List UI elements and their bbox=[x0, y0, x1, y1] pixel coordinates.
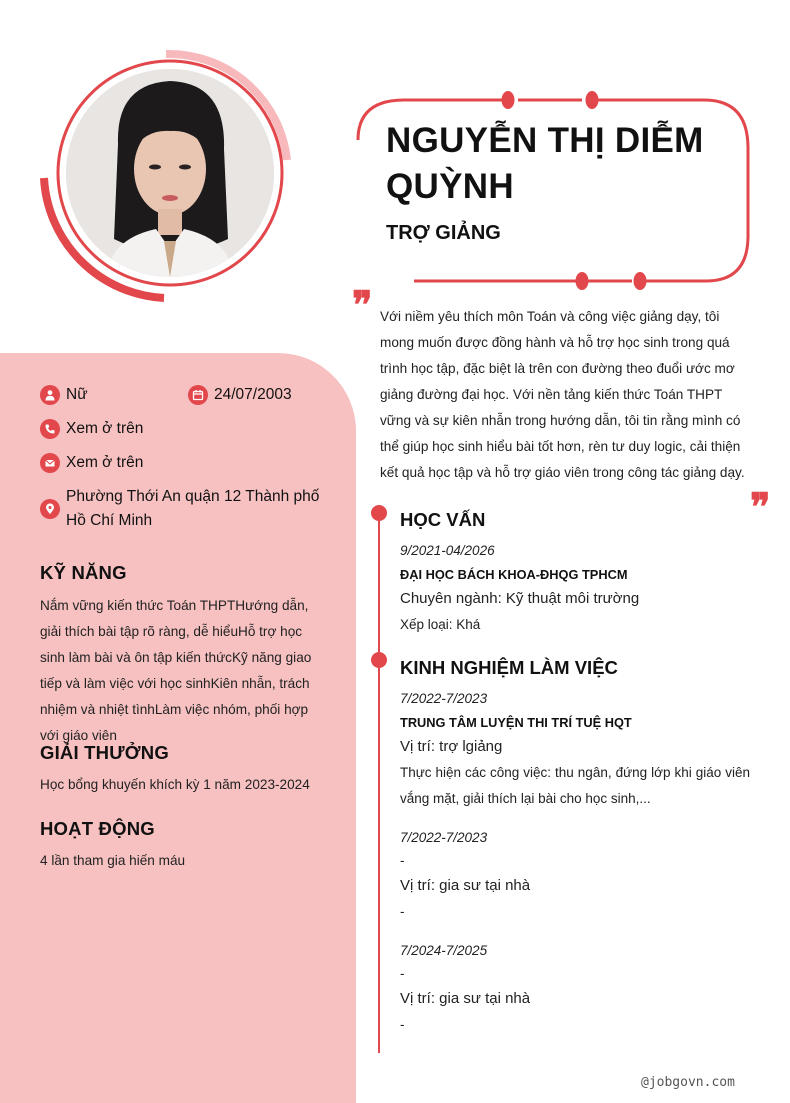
person-icon bbox=[40, 385, 60, 405]
experience-position: Vị trí: trợ lgiảng bbox=[400, 738, 503, 755]
education-title: HỌC VẤN bbox=[400, 509, 486, 530]
mail-icon bbox=[40, 453, 60, 473]
skills-text: Nắm vững kiến thức Toán THPTHướng dẫn, giải thích bài tập rõ ràng, dễ hiểuHỗ trợ học sinh làm bài và ôn tập kiến thứcKỹ năng giao tiếp và làm việc với học sinhKiên nhẫn, trách nhiệm và nhiệt tìnhLàm việc nhóm, phối hợp với giáo viên bbox=[40, 598, 312, 743]
experience-description: - bbox=[400, 904, 405, 919]
education-school: ĐẠI HỌC BÁCH KHOA-ĐHQG TPHCM bbox=[400, 567, 628, 582]
experience-date: 7/2022-7/2023 bbox=[400, 830, 488, 845]
education-date: 9/2021-04/2026 bbox=[400, 543, 495, 558]
address-value: Phường Thới An quận 12 Thành phố Hồ Chí Minh bbox=[66, 488, 320, 529]
experience-org: TRUNG TÂM LUYỆN THI TRÍ TUỆ HQT bbox=[400, 715, 632, 730]
timeline-dot bbox=[371, 505, 387, 521]
experience-position: Vị trí: gia sư tại nhà bbox=[400, 877, 531, 894]
gender-value: Nữ bbox=[66, 386, 88, 403]
birthday-value: 24/07/2003 bbox=[214, 386, 292, 403]
email-value: Xem ở trên bbox=[66, 454, 144, 471]
timeline-dot bbox=[371, 652, 387, 668]
experience-description: - bbox=[400, 1017, 405, 1032]
education-major: Chuyên ngành: Kỹ thuật môi trường bbox=[400, 590, 640, 607]
experience-title: KINH NGHIỆM LÀM VIỆC bbox=[400, 657, 618, 678]
close-quote-icon: ❞ bbox=[750, 484, 771, 529]
birthday-row bbox=[188, 383, 292, 407]
timeline-line bbox=[378, 512, 380, 1053]
email-row bbox=[40, 451, 143, 475]
skills-title: KỸ NĂNG bbox=[40, 562, 127, 583]
gender-row bbox=[40, 383, 88, 407]
candidate-name: NGUYỄN THỊ DIỄM QUỲNH bbox=[386, 121, 704, 206]
education-grade: Xếp loại: Khá bbox=[400, 617, 481, 632]
experience-description: Thực hiện các công việc: thu ngân, đứng lớp khi giáo viên vắng mặt, giải thích lại bài cho học sinh,... bbox=[400, 765, 750, 806]
calendar-icon bbox=[188, 385, 208, 405]
experience-org: - bbox=[400, 853, 405, 868]
job-title: TRỢ GIẢNG bbox=[386, 222, 501, 244]
open-quote-icon: ❞ bbox=[352, 282, 373, 327]
career-summary: Với niềm yêu thích môn Toán và công việc giảng dạy, tôi mong muốn được đồng hành và hỗ trợ học sinh trong quá trình học tập, đặc biệt là trên con đường theo đuổi ước mơ giảng đường đại học. Với nền tảng kiến thức Toán THPT vững và sự kiên nhẫn trong hướng dẫn, tôi tin rằng mình có thể giúp học sinh hiểu bài tốt hơn, rèn tư duy logic, cải thiện kết quả học tập và hỗ trợ giáo viên trong công tác giảng dạy. bbox=[380, 309, 745, 480]
experience-org: - bbox=[400, 966, 405, 981]
location-pin-icon bbox=[40, 499, 60, 519]
phone-row bbox=[40, 417, 143, 441]
experience-date: 7/2024-7/2025 bbox=[400, 943, 488, 958]
activities-title: HOẠT ĐỘNG bbox=[40, 818, 155, 839]
awards-title: GIẢI THƯỞNG bbox=[40, 742, 169, 763]
phone-icon bbox=[40, 419, 60, 439]
experience-position: Vị trí: gia sư tại nhà bbox=[400, 990, 531, 1007]
activities-text: 4 lần tham gia hiến máu bbox=[40, 853, 186, 868]
watermark: @jobgovn.com bbox=[641, 1075, 735, 1090]
avatar bbox=[66, 69, 274, 277]
portrait-photo bbox=[66, 69, 274, 277]
awards-text: Học bổng khuyến khích kỳ 1 năm 2023-2024 bbox=[40, 777, 310, 792]
address-row bbox=[40, 485, 340, 533]
phone-value: Xem ở trên bbox=[66, 420, 144, 437]
experience-date: 7/2022-7/2023 bbox=[400, 691, 488, 706]
